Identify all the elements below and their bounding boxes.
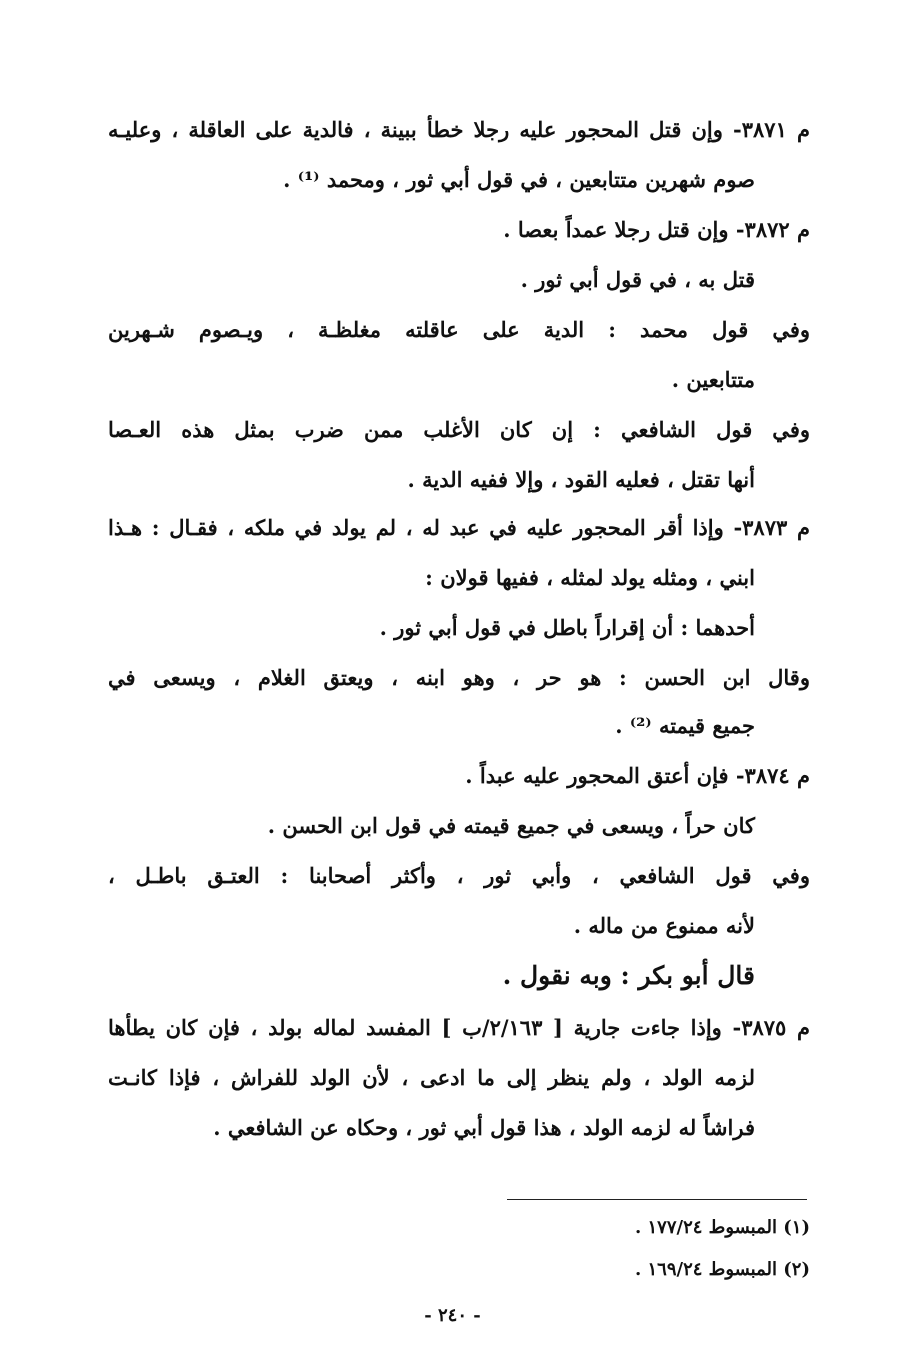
text-line: لأنه ممنوع من ماله . <box>573 913 755 938</box>
text-line: قتل به ، في قول أبي ثور . <box>520 267 755 292</box>
text-line: وقال ابن الحسن : هو حر ، وهو ابنه ، ويعتق الغلام ، ويسعى في <box>108 665 810 690</box>
text-line: م ٣٨٧١- وإن قتل المحجور عليه رجلا خطأ ببينة ، فالدية على العاقلة ، وعليـه <box>108 117 810 142</box>
text-line: ابني ، ومثله يولد لمثله ، ففيها قولان : <box>425 565 755 590</box>
text-line: فراشاً له لزمه الولد ، هذا قول أبي ثور ، وحكاه عن الشافعي . <box>213 1115 755 1140</box>
text-line: م ٣٨٧٤- فإن أعتق المحجور عليه عبداً . <box>465 763 810 788</box>
footnote: (١) المبسوط ١٧٧/٢٤ . <box>634 1217 810 1238</box>
text-line: وفي قول الشافعي ، وأبي ثور ، وأكثر أصحابنا : العتـق باطـل ، <box>108 863 810 888</box>
text-line: وفي قول الشافعي : إن كان الأغلب ممن ضرب بمثل هذه العـصا <box>108 417 810 442</box>
text-line: صوم شهرين متتابعين ، في قول أبي ثور ، ومحمد ⁽¹⁾ . <box>283 167 755 192</box>
footnote-separator <box>507 1199 807 1200</box>
text-line: كان حراً ، ويسعى في جميع قيمته في قول ابن الحسن . <box>267 813 755 838</box>
text-line: أحدهما : أن إقراراً باطل في قول أبي ثور . <box>379 615 755 640</box>
page-number: - ٢٤٠ - <box>424 1305 481 1326</box>
text-line: م ٣٨٧٣- وإذا أقر المحجور عليه في عبد له ، لم يولد في ملكه ، فقـال : هـذا <box>108 515 810 540</box>
text-line: م ٣٨٧٥- وإذا جاءت جارية [ ٢/١٦٣/ب ] المفسد لماله بولد ، فإن كان يطأها <box>108 1015 810 1040</box>
footnote: (٢) المبسوط ١٦٩/٢٤ . <box>634 1259 810 1280</box>
text-line: أنها تقتل ، فعليه القود ، وإلا ففيه الدية . <box>407 467 755 492</box>
text-line: جميع قيمته ⁽²⁾ . <box>615 713 755 738</box>
text-line: وفي قول محمد : الدية على عاقلته مغلظـة ، ويـصوم شـهرين <box>108 317 810 342</box>
text-line: لزمه الولد ، ولم ينظر إلى ما ادعى ، لأن الولد للفراش ، فإذا كانـت <box>108 1065 755 1090</box>
text-line: م ٣٨٧٢- وإن قتل رجلا عمداً بعصا . <box>503 217 810 242</box>
text-line: قال أبو بكر : وبه نقول . <box>502 961 755 990</box>
text-line: متتابعين . <box>671 367 755 392</box>
